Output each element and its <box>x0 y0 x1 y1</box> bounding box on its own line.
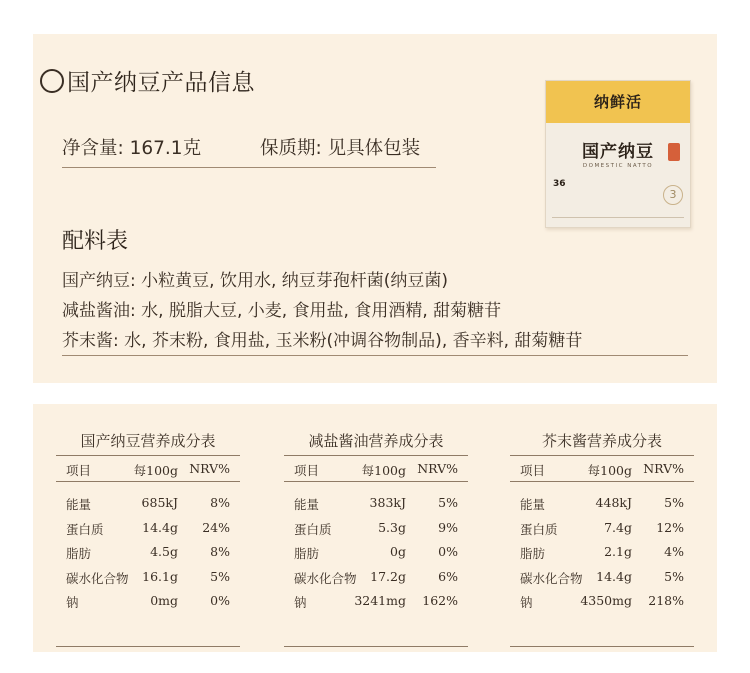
table-row <box>510 539 694 564</box>
header-item: 项目 <box>520 463 546 478</box>
row-value: 4.5g <box>150 544 178 559</box>
product-count: 36 <box>553 179 566 189</box>
table-row <box>510 515 694 540</box>
row-nrv: 162% <box>422 593 458 608</box>
seal-icon <box>668 143 680 161</box>
row-value: 0mg <box>150 593 178 608</box>
row-label: 脂肪 <box>66 546 92 561</box>
row-label: 能量 <box>520 497 546 512</box>
row-label: 蛋白质 <box>66 521 104 537</box>
row-label: 钠 <box>294 595 307 610</box>
row-value: 448kJ <box>595 495 632 510</box>
row-label: 能量 <box>66 497 92 512</box>
row-nrv: 24% <box>202 519 230 535</box>
product-en-name: DOMESTIC NATTO <box>582 163 654 169</box>
row-value: 5.3g <box>378 519 406 535</box>
header-item: 项目 <box>294 463 320 478</box>
product-name: 国产纳豆 <box>582 142 654 162</box>
row-nrv: 5% <box>210 568 230 584</box>
row-value: 14.4g <box>596 568 632 584</box>
row-label: 脂肪 <box>520 546 546 561</box>
row-nrv: 218% <box>648 593 684 608</box>
table-title: 减盐酱油营养成分表 <box>284 430 468 456</box>
header-per100g: 每100g <box>133 463 178 478</box>
table-title: 国产纳豆营养成分表 <box>56 430 240 456</box>
table-row <box>284 564 468 589</box>
circle-bullet-icon <box>40 69 64 93</box>
row-nrv: 4% <box>664 544 684 559</box>
product-brand: 纳鲜活 <box>593 93 642 111</box>
nutrition-table-mustard <box>510 430 694 647</box>
table-row <box>284 515 468 540</box>
row-value: 7.4g <box>604 519 632 535</box>
row-value: 383kJ <box>369 495 406 510</box>
row-nrv: 8% <box>210 495 230 510</box>
row-value: 685kJ <box>141 495 178 510</box>
product-label-band <box>546 81 690 123</box>
net-weight: 净含量: 167.1克 <box>62 138 202 159</box>
row-value: 4350mg <box>580 593 632 608</box>
table-header <box>56 456 240 482</box>
row-value: 17.2g <box>370 568 406 584</box>
row-label: 钠 <box>520 595 533 610</box>
product-image <box>545 80 691 228</box>
table-row <box>284 539 468 564</box>
header-per100g: 每100g <box>361 463 406 478</box>
spec-row <box>62 134 436 168</box>
row-label: 碳水化合物 <box>294 570 357 586</box>
ingredients-title: 配料表 <box>62 229 129 254</box>
row-nrv: 6% <box>438 568 458 584</box>
header-nrv: NRV% <box>643 461 684 476</box>
title-row <box>40 64 255 97</box>
table-row <box>510 564 694 589</box>
row-nrv: 12% <box>656 519 684 535</box>
table-row <box>56 490 240 515</box>
row-value: 0g <box>390 544 406 559</box>
page-title: 国产纳豆产品信息 <box>67 70 255 96</box>
header-nrv: NRV% <box>417 461 458 476</box>
table-row <box>56 588 240 613</box>
row-label: 钠 <box>66 595 79 610</box>
table-row <box>510 588 694 613</box>
row-value: 16.1g <box>142 568 178 584</box>
row-nrv: 0% <box>438 544 458 559</box>
nutrition-table-natto <box>56 430 240 647</box>
row-label: 碳水化合物 <box>66 570 129 586</box>
row-label: 能量 <box>294 497 320 512</box>
table-header <box>510 456 694 482</box>
table-row <box>56 564 240 589</box>
row-nrv: 8% <box>210 544 230 559</box>
header-nrv: NRV% <box>189 461 230 476</box>
row-nrv: 5% <box>664 568 684 584</box>
row-label: 碳水化合物 <box>520 570 583 586</box>
table-title: 芥末酱营养成分表 <box>510 430 694 456</box>
table-header <box>284 456 468 482</box>
ingredient-soy-sauce: 减盐酱油: 水, 脱脂大豆, 小麦, 食用盐, 食用酒精, 甜菊糖苷 <box>62 301 502 321</box>
table-row <box>56 515 240 540</box>
nutrition-table-soy-sauce <box>284 430 468 647</box>
ingredient-natto: 国产纳豆: 小粒黄豆, 饮用水, 纳豆芽孢杆菌(纳豆菌) <box>62 271 449 291</box>
table-row <box>510 490 694 515</box>
row-label: 脂肪 <box>294 546 320 561</box>
row-value: 2.1g <box>604 544 632 559</box>
row-nrv: 0% <box>210 593 230 608</box>
row-nrv: 9% <box>438 519 458 535</box>
ingredient-mustard: 芥末酱: 水, 芥末粉, 食用盐, 玉米粉(冲调谷物制品), 香辛料, 甜菊糖苷 <box>62 326 688 356</box>
product-fine-print <box>552 217 684 223</box>
row-label: 蛋白质 <box>520 521 558 537</box>
table-row <box>284 490 468 515</box>
table-row <box>284 588 468 613</box>
row-nrv: 5% <box>438 495 458 510</box>
product-badge: 3 <box>663 185 683 205</box>
row-value: 3241mg <box>354 593 406 608</box>
table-row <box>56 539 240 564</box>
header-item: 项目 <box>66 463 92 478</box>
row-label: 蛋白质 <box>294 521 332 537</box>
header-per100g: 每100g <box>587 463 632 478</box>
shelf-life: 保质期: 见具体包装 <box>260 138 421 159</box>
row-nrv: 5% <box>664 495 684 510</box>
row-value: 14.4g <box>142 519 178 535</box>
